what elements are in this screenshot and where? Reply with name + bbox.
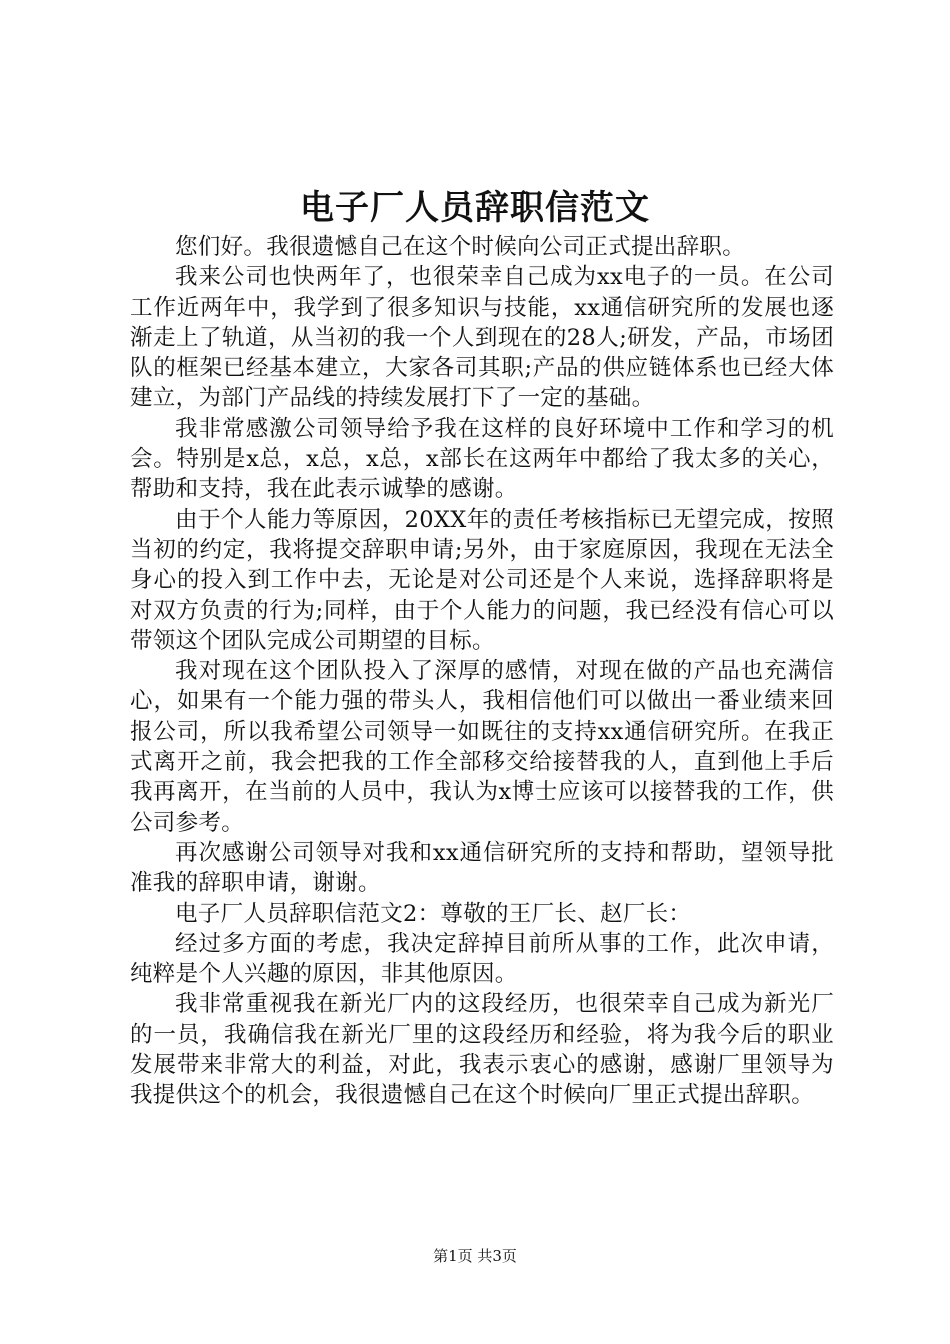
paragraph: 我非常感激公司领导给予我在这样的良好环境中工作和学习的机会。特别是x总，x总，x总，x部长在这两年中都给了我太多的关心，帮助和支持，我在此表示诚挚的感谢。 bbox=[130, 415, 834, 503]
paragraph: 再次感谢公司领导对我和xx通信研究所的支持和帮助，望领导批准我的辞职申请，谢谢。 bbox=[130, 839, 834, 897]
paragraph: 经过多方面的考虑，我决定辞掉目前所从事的工作，此次申请，纯粹是个人兴趣的原因，非其他原因。 bbox=[130, 930, 834, 988]
paragraph: 我对现在这个团队投入了深厚的感情，对现在做的产品也充满信心，如果有一个能力强的带头人，我相信他们可以做出一番业绩来回报公司，所以我希望公司领导一如既往的支持xx通信研究所。在我正式离开之前，我会把我的工作全部移交给接替我的人，直到他上手后我再离开，在当前的人员中，我认为x博士应该可以接替我的工作，供公司参考。 bbox=[130, 658, 834, 836]
paragraph: 电子厂人员辞职信范文2：尊敬的王厂长、赵厂长： bbox=[175, 900, 692, 927]
document-body bbox=[130, 232, 834, 1111]
paragraph: 我来公司也快两年了，也很荣幸自己成为xx电子的一员。在公司工作近两年中，我学到了很多知识与技能，xx通信研究所的发展也逐渐走上了轨道，从当初的我一个人到现在的28人;研发，产品，市场团队的框架已经基本建立，大家各司其职;产品的供应链体系也已经大体建立，为部门产品线的持续发展打下了一定的基础。 bbox=[130, 264, 834, 412]
document-title: 电子厂人员辞职信范文 bbox=[300, 188, 650, 228]
page-number-footer: 第1页 共3页 bbox=[433, 1247, 517, 1265]
paragraph: 由于个人能力等原因，20XX年的责任考核指标已无望完成，按照当初的约定，我将提交辞职申请;另外，由于家庭原因，我现在无法全身心的投入到工作中去，无论是对公司还是个人来说，选择辞职将是对双方负责的行为;同样，由于个人能力的问题，我已经没有信心可以带领这个团队完成公司期望的目标。 bbox=[130, 506, 834, 654]
paragraph: 我非常重视我在新光厂内的这段经历，也很荣幸自己成为新光厂的一员，我确信我在新光厂里的这段经历和经验，将为我今后的职业发展带来非常大的利益，对此，我表示衷心的感谢，感谢厂里领导为我提供这个的机会，我很遗憾自己在这个时候向厂里正式提出辞职。 bbox=[130, 991, 834, 1109]
paragraph: 您们好。我很遗憾自己在这个时候向公司正式提出辞职。 bbox=[175, 234, 746, 260]
